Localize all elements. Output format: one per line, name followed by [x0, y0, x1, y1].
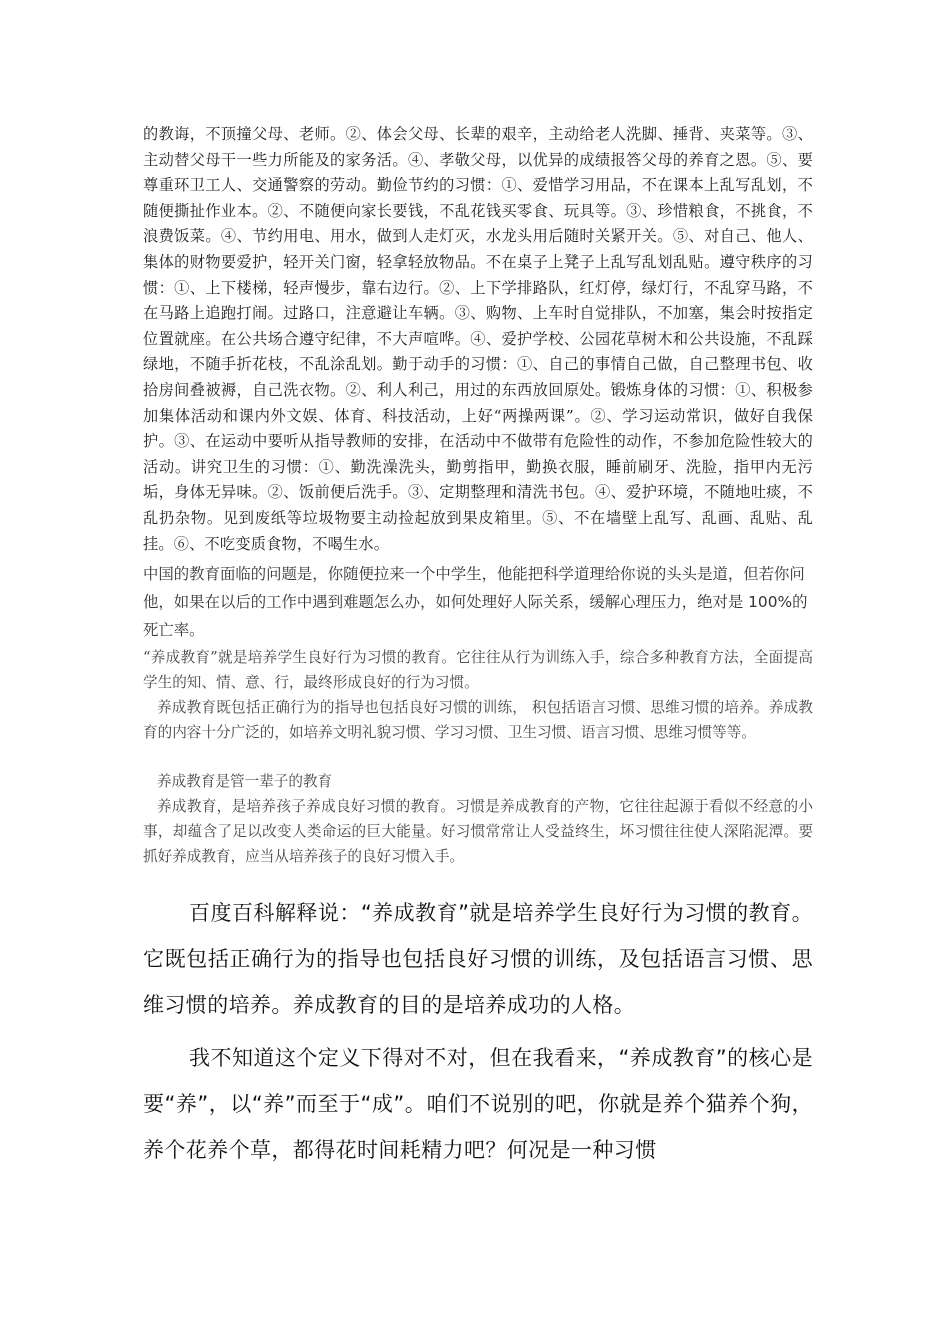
opinion-paragraph: 我不知道这个定义下得对不对，但在我看来，“养成教育”的核心是要“养”，以“养”而至于“成”。咱们不说别的吧，你就是养个猫养个狗，养个花养个草，都得花时间耗精力吧？何况是一种习惯 [143, 1046, 813, 1162]
definition-paragraph-4: 养成教育，是培养孩子养成良好习惯的教育。习惯是养成教育的产物，它往往起源于看似不经意的小事，却蕴含了足以改变人类命运的巨大能量。好习惯常常让人受益终生，坏习惯往往使人深陷泥潭。要抓好养成教育，应当从培养孩子的良好习惯入手。 [143, 798, 813, 865]
habits-paragraph: 的教诲，不顶撞父母、老师。②、体会父母、长辈的艰辛，主动给老人洗脚、捶背、夹菜等。③、主动替父母干一些力所能及的家务活。④、孝敬父母，以优异的成绩报答父母的养育之恩。⑤、要尊重环卫工人、交通警察的劳动。勤俭节约的习惯：①、爱惜学习用品，不在课本上乱写乱划，不随便撕扯作业本。②、不随便向家长要钱，不乱花钱买零食、玩具等。③、珍惜粮食，不挑食，不浪费饭菜。④、节约用电、用水，做到人走灯灭，水龙头用后随时关紧开关。⑤、对自己、他人、集体的财物要爱护，轻开关门窗，轻拿轻放物品。不在桌子上凳子上乱写乱划乱贴。遵守秩序的习惯：①、上下楼梯，轻声慢步，靠右边行。②、上下学排路队，红灯停，绿灯行，不乱穿马路，不在马路上追跑打闹。过路口，注意避让车辆。③、购物、上车时自觉排队，不加塞，集会时按指定位置就座。在公共场合遵守纪律，不大声喧哗。④、爱护学校、公园花草树木和公共设施，不乱踩绿地，不随手折花枝，不乱涂乱划。勤于动手的习惯：①、自己的事情自己做，自己整理书包、收拾房间叠被褥，自己洗衣物。②、利人利己，用过的东西放回原处。锻炼身体的习惯：①、积极参加集体活动和课内外文娱、体育、科技活动，上好“两操两课”。②、学习运动常识，做好自我保护。③、在运动中要听从指导教师的安排，在活动中不做带有危险性的动作，不参加危险性较大的活动。讲究卫生的习惯：①、勤洗澡洗头，勤剪指甲，勤换衣服，睡前刷牙、洗脸，指甲内无污垢，身体无异味。②、饭前便后洗手。③、定期整理和清洗书包。④、爱护环境，不随地吐痰，不乱扔杂物。见到废纸等垃圾物要主动捡起放到果皮箱里。⑤、不在墙壁上乱写、乱画、乱贴、乱挂。⑥、不吃变质食物，不喝生水。 [143, 125, 813, 553]
china-education-paragraph: 中国的教育面临的问题是，你随便拉来一个中学生，他能把科学道理给你说的头头是道，但若你问他，如果在以后的工作中遇到难题怎么办，如何处理好人际关系，缓解心理压力，绝对是 100%的死亡率。 [143, 565, 808, 639]
baidu-definition-paragraph: 百度百科解释说：“养成教育”就是培养学生良好行为习惯的教育。它既包括正确行为的指导也包括良好习惯的训练，及包括语言习惯、思维习惯的培养。养成教育的目的是培养成功的人格。 [143, 901, 813, 1017]
definition-heading: 养成教育是管一辈子的教育 [157, 773, 333, 790]
definition-paragraph-1: “养成教育”就是培养学生良好行为习惯的教育。它往往从行为训练入手，综合多种教育方法，全面提高学生的知、情、意、行，最终形成良好的行为习惯。 [143, 649, 813, 691]
definition-paragraph-2: 养成教育既包括正确行为的指导也包括良好习惯的训练， 积包括语言习惯、思维习惯的培养。养成教育的内容十分广泛的，如培养文明礼貌习惯、学习习惯、卫生习惯、语言习惯、思维习惯等等。 [143, 699, 813, 741]
